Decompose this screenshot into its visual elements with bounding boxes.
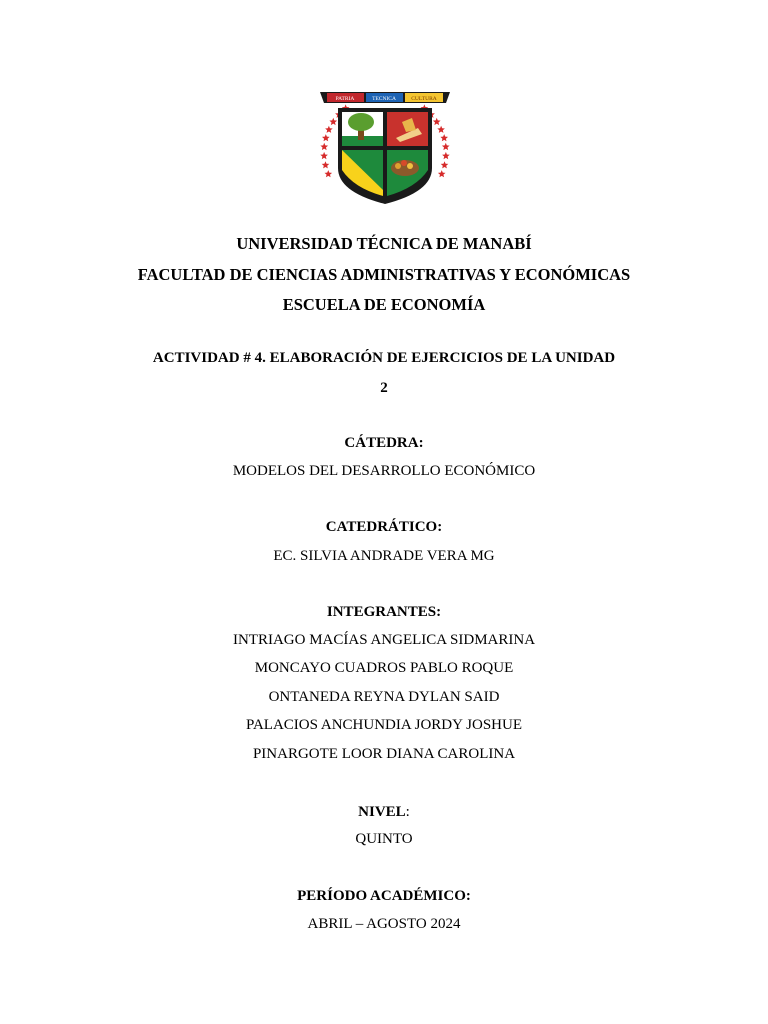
star-icon xyxy=(322,161,330,168)
star-icon xyxy=(320,143,328,150)
star-icon xyxy=(329,118,337,125)
activity-title-line2: 2 xyxy=(380,380,388,396)
star-icon xyxy=(325,170,333,177)
crest-banner xyxy=(320,92,450,103)
nivel-colon: : xyxy=(405,804,410,820)
periodo-label: PERÍODO ACADÉMICO: xyxy=(297,888,471,904)
crest-svg xyxy=(314,86,456,218)
star-icon xyxy=(438,170,446,177)
member-name: PINARGOTE LOOR DIANA CAROLINA xyxy=(252,746,516,762)
nivel-heading xyxy=(0,804,768,820)
banner-word-3: CULTURA xyxy=(411,96,437,102)
activity-title-line1: ACTIVIDAD # 4. ELABORACIÓN DE EJERCICIOS DE LA UNIDAD xyxy=(152,350,616,366)
banner-word-1: PATRIA xyxy=(335,96,355,102)
star-icon xyxy=(441,161,449,168)
member-name: MONCAYO CUADROS PABLO ROQUE xyxy=(254,660,514,676)
university-name: UNIVERSIDAD TÉCNICA DE MANABÍ xyxy=(236,234,532,253)
catedratico-label: CATEDRÁTICO: xyxy=(325,519,443,535)
faculty-name: FACULTAD DE CIENCIAS ADMINISTRATIVAS Y ECONÓMICAS xyxy=(137,265,631,284)
nivel-label: NIVEL xyxy=(358,804,406,820)
star-icon xyxy=(437,126,445,133)
star-icon xyxy=(442,143,450,150)
catedra-label: CÁTEDRA: xyxy=(344,435,424,451)
star-icon xyxy=(325,126,333,133)
crest-shield xyxy=(338,108,432,204)
member-name: ONTANEDA REYNA DYLAN SAID xyxy=(268,689,500,705)
banner-word-2: TECNICA xyxy=(372,96,396,102)
integrantes-label: INTEGRANTES: xyxy=(326,604,442,620)
school-name: ESCUELA DE ECONOMÍA xyxy=(282,295,486,314)
star-icon xyxy=(322,134,330,141)
catedra-value: MODELOS DEL DESARROLLO ECONÓMICO xyxy=(232,463,536,479)
university-crest-icon xyxy=(314,86,456,218)
member-name: PALACIOS ANCHUNDIA JORDY JOSHUE xyxy=(245,717,522,733)
star-icon xyxy=(320,152,328,159)
star-icon xyxy=(442,152,450,159)
nivel-value: QUINTO xyxy=(355,831,413,847)
catedratico-value: EC. SILVIA ANDRADE VERA MG xyxy=(273,548,495,564)
periodo-value: ABRIL – AGOSTO 2024 xyxy=(307,916,461,932)
star-icon xyxy=(433,118,441,125)
star-icon xyxy=(440,134,448,141)
member-name: INTRIAGO MACÍAS ANGELICA SIDMARINA xyxy=(232,632,536,648)
